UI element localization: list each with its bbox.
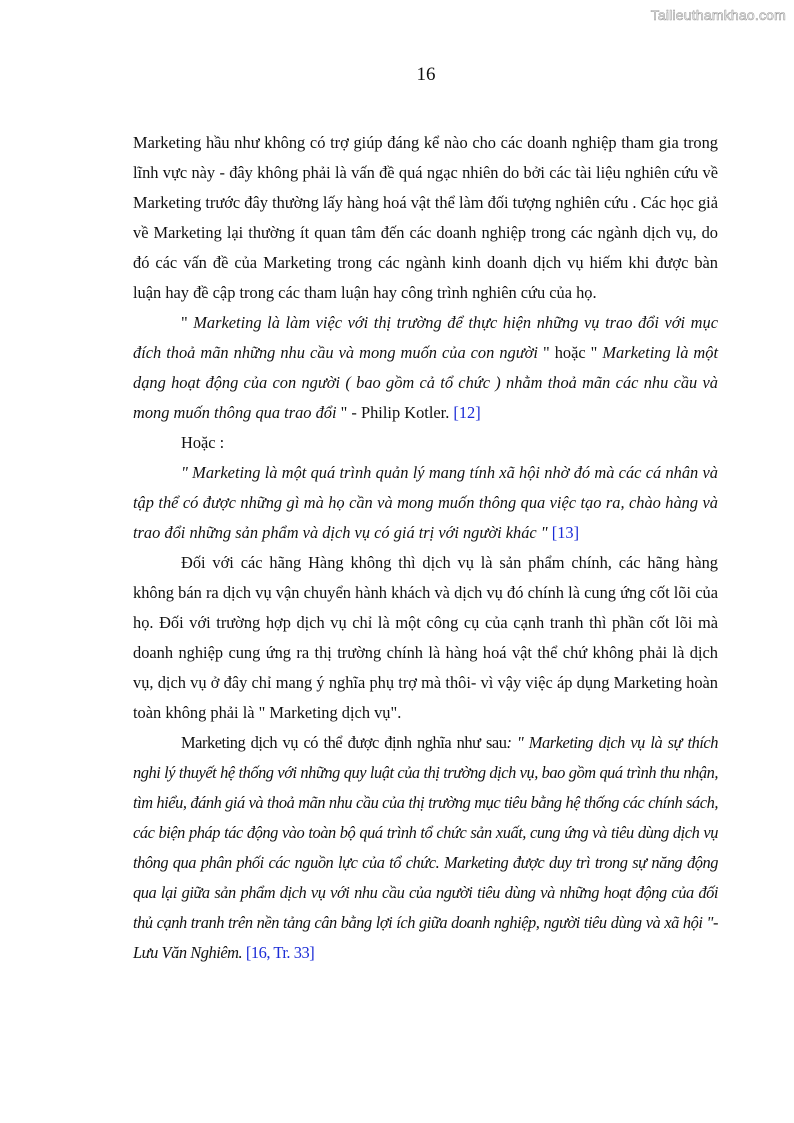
service-marketing-quote: : " Marketing dịch vụ là sự thích nghi lý thuyết hệ thống với những quy luật của thị trường dịch vụ, bao gồm quá trình thu nhận, tìm hiểu, đánh giá và thoả mãn nhu cầu của thị trường mục tiêu bằng hệ thống các chính sách, các biện pháp tác động vào toàn bộ quá trình tổ chức sản xuất, cung ứng và tiêu dùng dịch vụ thông qua phân phối các nguồn lực của tổ chức. Marketing được duy trì trong sự năng động qua lại giữa sản phẩm dịch vụ với nhu cầu của người tiêu dùng và những hoạt động của đối thủ cạnh tranh trên nền tảng cân bằng lợi ích giữa doanh nghiệp, người tiêu dùng và xã hội "- Lưu Văn Nghiêm.: [133, 733, 719, 962]
reference-link-13[interactable]: [13]: [547, 523, 580, 542]
paragraph-intro: Marketing hầu như không có trợ giúp đáng kể nào cho các doanh nghiệp tham gia trong lĩnh vực này - đây không phải là vấn đề quá ngạc nhiên do bởi các tài liệu nghiên cứu về Marketing trước đây thường lấy hàng hoá vật thể làm đối tượng nghiên cứu . Các học giả về Marketing lại thường ít quan tâm đến các doanh nghiệp trong các ngành dịch vụ, do đó các vấn đề của Marketing trong các ngành kinh doanh dịch vụ hiếm khi được bàn luận hay đề cập trong các tham luận hay công trình nghiên cứu của họ.: [133, 133, 718, 302]
open-quote: ": [181, 313, 194, 332]
document-body: [133, 128, 718, 968]
paragraph-social-definition: [133, 458, 718, 548]
social-process-quote: " Marketing là một quá trình quản lý mang tính xã hội nhờ đó mà các cá nhân và tập thể có được những gì mà họ cần và mong muốn thông qua việc tạo ra, chào hàng và trao đổi những sản phẩm và dịch vụ có giá trị với người khác ": [133, 463, 718, 542]
service-definition-lead: Marketing dịch vụ có thể được định nghĩa như sau: [181, 733, 507, 752]
paragraph-service-marketing: [133, 728, 718, 968]
attribution-text: " - Philip Kotler.: [336, 403, 454, 422]
paragraph-or: Hoặc :: [181, 433, 225, 452]
paragraph-kotler-definition: [133, 308, 718, 428]
watermark: Tailieuthamkhao.com: [650, 7, 786, 23]
connector-text: " hoặc ": [537, 343, 603, 362]
paragraph-airlines: Đối với các hãng Hàng không thì dịch vụ là sản phẩm chính, các hãng hàng không bán ra dịch vụ vận chuyển hành khách và dịch vụ đó chính là cung ứng cốt lõi của họ. Đối với trường hợp dịch vụ chỉ là một công cụ của cạnh tranh thì phần cốt lõi mà doanh nghiệp cung ứng ra thị trường chính là hàng hoá vật thể chứ không phải là dịch vụ, dịch vụ ở đây chỉ mang ý nghĩa phụ trợ mà thôi- vì vậy việc áp dụng Marketing hoàn toàn không phải là " Marketing dịch vụ".: [133, 553, 718, 722]
kotler-quote-2: Marketing là một dạng hoạt động của con người ( bao gồm cả tổ chức ) nhằm thoả mãn các nhu cầu và mong muốn thông qua trao đổi: [133, 343, 718, 422]
page-number: 16: [416, 64, 436, 85]
reference-link-12[interactable]: [12]: [453, 403, 481, 422]
kotler-quote-1: Marketing là làm việc với thị trường để thực hiện những vụ trao đổi với mục đích thoả mãn những nhu cầu và mong muốn của con người: [133, 313, 718, 362]
reference-link-16[interactable]: [16, Tr. 33]: [242, 943, 315, 962]
